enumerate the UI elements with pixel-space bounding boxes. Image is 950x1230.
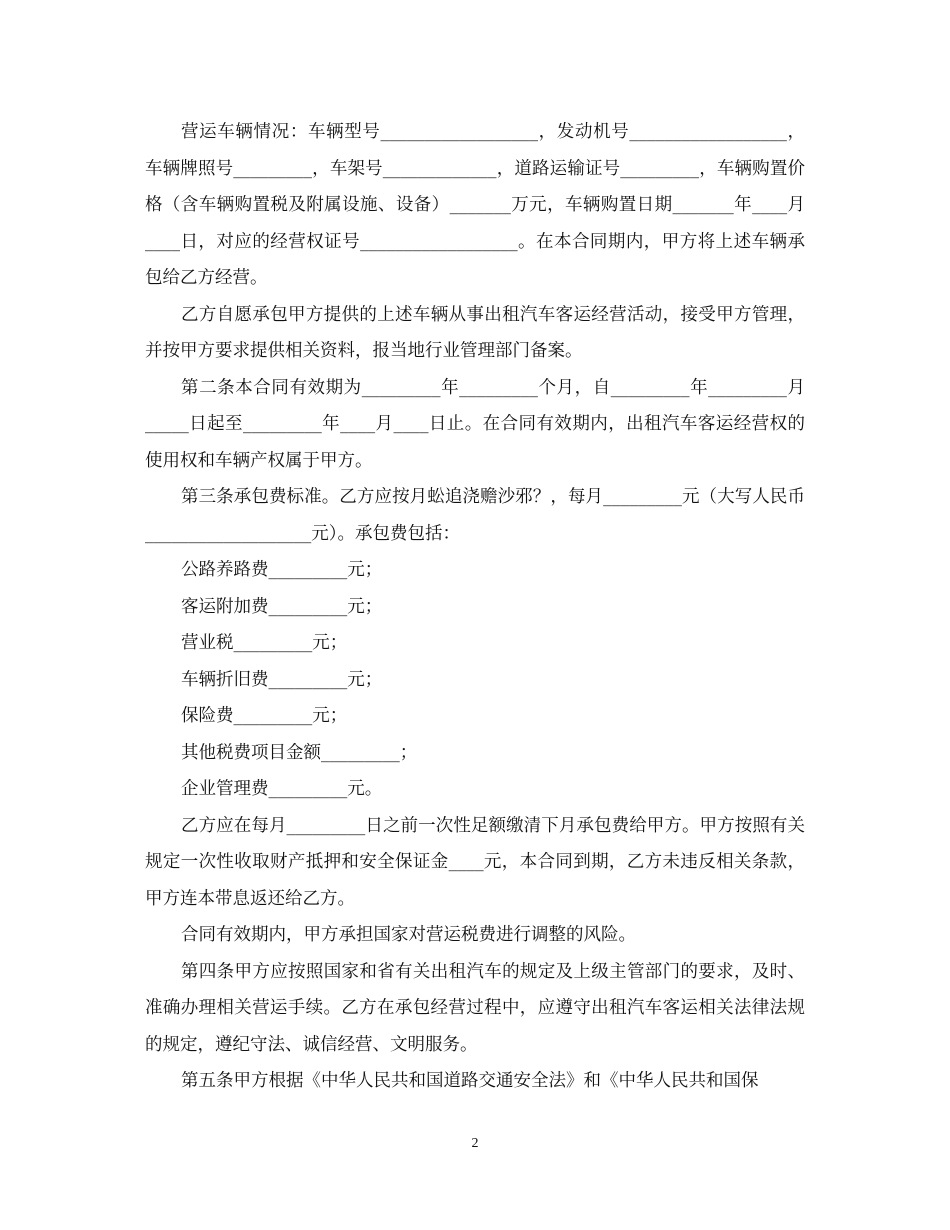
fee-item-business-tax: 营业税_________元； <box>181 633 348 653</box>
fee-item-road-maintenance: 公路养路费_________元； <box>181 560 383 580</box>
fee-item-management: 企业管理费_________元。 <box>181 779 383 799</box>
document-body <box>145 114 805 1100</box>
fee-item-other-taxes: 其他税费项目金额_________； <box>181 742 418 763</box>
paragraph-article-3: 第三条承包费标准。乙方应按月蚣追浇赡沙邪？，每月_________元（大写人民币___________________元）。承包费包括： <box>145 487 805 544</box>
paragraph-lessee-consent: 乙方自愿承包甲方提供的上述车辆从事出租汽车客运经营活动，接受甲方管理，并按甲方要求提供相关资料，报当地行业管理部门备案。 <box>145 304 805 361</box>
paragraph-payment-deposit: 乙方应在每月_________日之前一次性足额缴清下月承包费给甲方。甲方按照有关规定一次性收取财产抵押和安全保证金____元，本合同到期，乙方未违反相关条款，甲方连本带息返还给乙方。 <box>145 815 805 909</box>
fee-item-depreciation: 车辆折旧费_________元； <box>181 669 383 690</box>
paragraph-article-2: 第二条本合同有效期为_________年_________个月，自_________年_________月_____日起至_________年____月____日止。在合同有效期内，出租汽车客运经营权的使用权和车辆产权属于甲方。 <box>145 377 805 471</box>
paragraph-tax-risk: 合同有效期内，甲方承担国家对营运税费进行调整的风险。 <box>181 925 636 945</box>
paragraph-vehicle-info: 营运车辆情况：车辆型号__________________，发动机号__________________，车辆牌照号_________，车架号_____________，道路运输证号_________，车辆购置价格（含车辆购置税及附属设施、设备）_______万元，车辆购置日期_______年____月____日，对应的经营权证号__________________。在本合同期内，甲方将上述车辆承包给乙方经营。 <box>145 122 805 288</box>
page-number: 2 <box>471 1136 479 1151</box>
paragraph-article-4: 第四条甲方应按照国家和省有关出租汽车的规定及上级主管部门的要求，及时、准确办理相关营运手续。乙方在承包经营过程中，应遵守出租汽车客运相关法律法规的规定，遵纪守法、诚信经营、文明服务。 <box>145 961 805 1055</box>
paragraph-article-5: 第五条甲方根据《中华人民共和国道路交通安全法》和《中华人民共和国保 <box>181 1071 759 1091</box>
fee-item-insurance: 保险费_________元； <box>181 706 348 726</box>
fee-item-passenger-surcharge: 客运附加费_________元； <box>181 596 383 617</box>
